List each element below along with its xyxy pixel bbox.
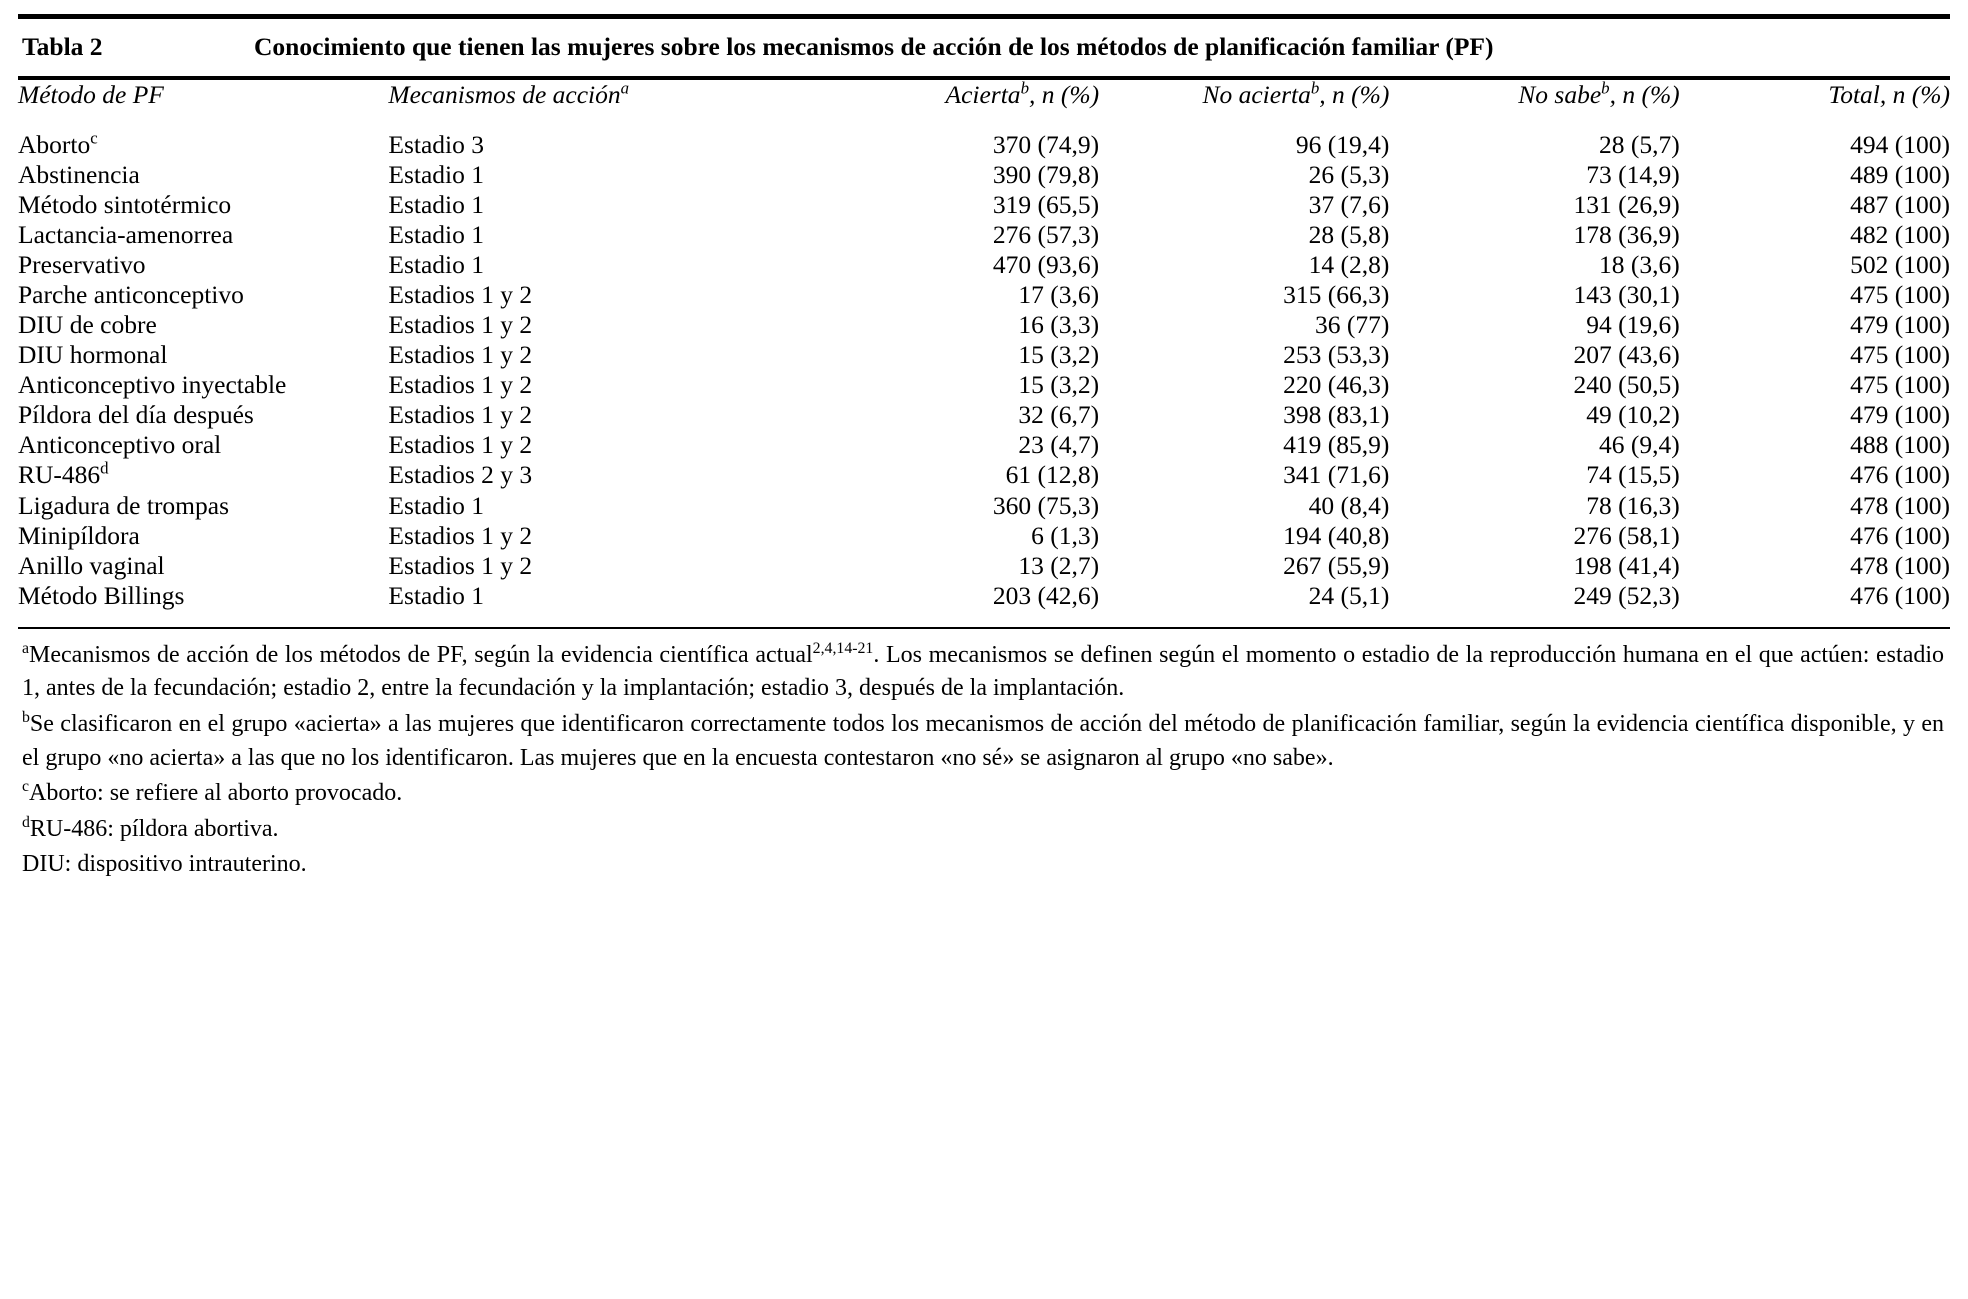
table-row xyxy=(18,430,1950,460)
cell-method-label: Ligadura de trompas xyxy=(18,490,230,520)
cell-incorrect: 419 (85,9) xyxy=(1283,430,1390,460)
cell-mechanism: Estadios 1 y 2 xyxy=(388,280,533,310)
cell-incorrect: 26 (5,3) xyxy=(1308,159,1390,189)
cell-correct: 23 (4,7) xyxy=(1018,430,1100,460)
cell-method xyxy=(18,220,388,250)
cell-method-label: Píldora del día después xyxy=(18,400,254,430)
cell-incorrect: 194 (40,8) xyxy=(1283,520,1390,550)
cell-method-label: Minipíldora xyxy=(18,520,140,550)
cell-method xyxy=(18,400,388,430)
cell-incorrect: 253 (53,3) xyxy=(1283,340,1390,370)
cell-total: 475 (100) xyxy=(1850,340,1950,370)
cell-method xyxy=(18,110,388,160)
cell-dontknow: 207 (43,6) xyxy=(1573,340,1680,370)
cell-incorrect: 24 (5,1) xyxy=(1308,580,1390,610)
cell-correct: 17 (3,6) xyxy=(1018,280,1100,310)
cell-method-label: Lactancia-amenorrea xyxy=(18,219,234,249)
table-row xyxy=(18,110,1950,160)
cell-correct: 32 (6,7) xyxy=(1018,400,1100,430)
cell-method xyxy=(18,581,388,627)
cell-incorrect: 96 (19,4) xyxy=(1295,129,1390,159)
caption-label: Tabla 2 xyxy=(22,32,103,61)
cell-total: 494 (100) xyxy=(1850,129,1950,159)
cell-incorrect: 398 (83,1) xyxy=(1283,400,1390,430)
cell-total: 476 (100) xyxy=(1850,580,1950,610)
cell-correct: 319 (65,5) xyxy=(992,189,1100,219)
cell-mechanism: Estadios 1 y 2 xyxy=(388,340,533,370)
header-row xyxy=(18,80,1950,110)
cell-method-label: Método sintotérmico xyxy=(18,189,232,219)
table-row xyxy=(18,190,1950,220)
cell-method xyxy=(18,430,388,460)
footnote-a-marker: a xyxy=(22,639,30,657)
table-row xyxy=(18,460,1950,490)
cell-method-label: Aborto xyxy=(18,129,91,159)
cell-total: 476 (100) xyxy=(1850,460,1950,490)
cell-method-label: Parche anticonceptivo xyxy=(18,280,244,310)
footnote-diu: DIU: dispositivo intrauterino. xyxy=(22,851,307,878)
cell-correct: 470 (93,6) xyxy=(992,249,1100,279)
cell-method xyxy=(18,160,388,190)
cell-dontknow: 78 (16,3) xyxy=(1586,490,1680,520)
cell-method xyxy=(18,280,388,310)
cell-dontknow: 143 (30,1) xyxy=(1573,280,1680,310)
cell-method xyxy=(18,370,388,400)
header-incorrect-sup: b xyxy=(1310,78,1320,98)
cell-correct: 203 (42,6) xyxy=(992,580,1100,610)
footnote-c-marker: c xyxy=(22,778,30,796)
header-correct-sup: b xyxy=(1020,78,1029,98)
cell-incorrect: 315 (66,3) xyxy=(1283,280,1390,310)
cell-mechanism: Estadio 1 xyxy=(388,219,484,249)
footnote-b-text: Se clasificaron en el grupo «acierta» a las mujeres que identificaron correctamente todos los mecanismos de acción del método de planificación familiar, según la evidencia científica disponible, y en el grupo «no acierta» a las que no los identificaron. Las mujeres que en la encuesta contestaron «no sé» se asignaron al grupo «no sabe». xyxy=(22,711,1944,771)
cell-correct: 16 (3,3) xyxy=(1018,310,1100,340)
header-dontknow-tail: , n (%) xyxy=(1609,79,1680,109)
cell-correct: 13 (2,7) xyxy=(1018,550,1100,580)
cell-correct: 360 (75,3) xyxy=(992,490,1100,520)
caption-text: Conocimiento que tienen las mujeres sobre los mecanismos de acción de los métodos de planificación familiar (PF) xyxy=(254,32,1494,61)
table-row xyxy=(18,400,1950,430)
cell-method xyxy=(18,190,388,220)
cell-incorrect: 220 (46,3) xyxy=(1283,370,1390,400)
cell-total: 479 (100) xyxy=(1850,400,1950,430)
cell-method xyxy=(18,250,388,280)
table-row xyxy=(18,220,1950,250)
cell-total: 489 (100) xyxy=(1850,159,1950,189)
cell-method-label: Anticonceptivo oral xyxy=(18,430,222,460)
header-incorrect xyxy=(1099,80,1389,110)
cell-dontknow: 28 (5,7) xyxy=(1598,129,1680,159)
header-correct xyxy=(819,80,1099,110)
table-row xyxy=(18,581,1950,627)
cell-method xyxy=(18,521,388,551)
cell-dontknow: 94 (19,6) xyxy=(1586,310,1680,340)
footnote-c xyxy=(22,777,1944,811)
cell-mechanism: Estadio 1 xyxy=(388,249,484,279)
cell-correct: 390 (79,8) xyxy=(992,159,1100,189)
cell-mechanism: Estadios 1 y 2 xyxy=(388,430,533,460)
cell-method xyxy=(18,460,388,490)
cell-dontknow: 73 (14,9) xyxy=(1586,159,1680,189)
cell-mechanism: Estadios 1 y 2 xyxy=(388,550,533,580)
cell-total: 488 (100) xyxy=(1850,430,1950,460)
header-mechanism-sup: a xyxy=(620,78,630,98)
table-footnotes xyxy=(18,629,1950,882)
cell-total: 479 (100) xyxy=(1850,310,1950,340)
cell-correct: 15 (3,2) xyxy=(1018,340,1100,370)
cell-incorrect: 40 (8,4) xyxy=(1308,490,1390,520)
footnote-a-part1: Mecanismos de acción de los métodos de PF, según la evidencia científica actual xyxy=(29,641,813,668)
cell-dontknow: 74 (15,5) xyxy=(1586,460,1680,490)
cell-mechanism: Estadios 1 y 2 xyxy=(388,370,533,400)
footnote-a-part2: . Los mecanismos se definen según el momento o estadio de la reproducción humana en el que actúen: estadio 1, antes de la fecundación; estadio 2, entre la fecundación y la implantación; estadio 3, después de la implantación. xyxy=(22,641,1945,702)
cell-correct: 15 (3,2) xyxy=(1018,370,1100,400)
cell-dontknow: 46 (9,4) xyxy=(1598,430,1680,460)
footnote-a-refs: 2,4,14-21 xyxy=(812,639,874,657)
table-row xyxy=(18,551,1950,581)
header-dontknow-label: No sabe xyxy=(1518,79,1602,109)
cell-dontknow: 276 (58,1) xyxy=(1573,520,1680,550)
cell-mechanism: Estadios 2 y 3 xyxy=(388,460,533,490)
cell-mechanism: Estadios 1 y 2 xyxy=(388,520,533,550)
footnote-d-text: RU-486: píldora abortiva. xyxy=(29,815,279,842)
cell-incorrect: 341 (71,6) xyxy=(1283,460,1390,490)
cell-incorrect: 28 (5,8) xyxy=(1308,219,1390,249)
footnote-d xyxy=(22,813,1944,847)
table-caption xyxy=(18,19,1950,76)
header-method: Método de PF xyxy=(18,79,164,109)
cell-method-label: RU-486 xyxy=(18,460,101,490)
cell-method xyxy=(18,340,388,370)
cell-method-label: Abstinencia xyxy=(18,159,140,189)
header-mechanism xyxy=(388,80,818,110)
cell-total: 475 (100) xyxy=(1850,280,1950,310)
cell-dontknow: 249 (52,3) xyxy=(1573,580,1680,610)
header-dontknow-sup: b xyxy=(1601,78,1610,98)
cell-method xyxy=(18,310,388,340)
table-row xyxy=(18,310,1950,340)
cell-incorrect: 267 (55,9) xyxy=(1283,550,1390,580)
cell-total: 475 (100) xyxy=(1850,370,1950,400)
cell-dontknow: 49 (10,2) xyxy=(1586,400,1680,430)
cell-mechanism: Estadio 3 xyxy=(388,129,484,159)
table-row xyxy=(18,370,1950,400)
cell-correct: 61 (12,8) xyxy=(1005,460,1100,490)
table-row xyxy=(18,280,1950,310)
header-total: Total, n (%) xyxy=(1828,79,1950,109)
header-incorrect-tail: , n (%) xyxy=(1319,79,1390,109)
table-row xyxy=(18,160,1950,190)
cell-method-label: Anillo vaginal xyxy=(18,550,165,580)
header-dontknow xyxy=(1389,80,1679,110)
cell-dontknow: 178 (36,9) xyxy=(1573,219,1680,249)
cell-mechanism: Estadio 1 xyxy=(388,490,484,520)
cell-total: 478 (100) xyxy=(1850,550,1950,580)
header-mechanism-label: Mecanismos de acción xyxy=(388,79,621,109)
cell-dontknow: 240 (50,5) xyxy=(1573,370,1680,400)
cell-incorrect: 37 (7,6) xyxy=(1308,189,1390,219)
cell-method-label: Método Billings xyxy=(18,580,185,610)
cell-mechanism: Estadio 1 xyxy=(388,580,484,610)
cell-mechanism: Estadio 1 xyxy=(388,159,484,189)
table-row xyxy=(18,521,1950,551)
cell-method-sup: c xyxy=(90,128,98,148)
header-correct-tail: , n (%) xyxy=(1028,79,1100,109)
footnote-d-marker: d xyxy=(22,813,30,831)
cell-dontknow: 198 (41,4) xyxy=(1573,550,1680,580)
cell-correct: 6 (1,3) xyxy=(1031,520,1100,550)
header-incorrect-label: No acierta xyxy=(1202,79,1311,109)
cell-correct: 276 (57,3) xyxy=(992,219,1100,249)
cell-incorrect: 36 (77) xyxy=(1315,310,1390,340)
table-row xyxy=(18,250,1950,280)
cell-incorrect: 14 (2,8) xyxy=(1308,249,1390,279)
cell-method xyxy=(18,491,388,521)
header-correct-label: Acierta xyxy=(945,79,1021,109)
cell-dontknow: 131 (26,9) xyxy=(1573,189,1680,219)
cell-method xyxy=(18,551,388,581)
footnote-b-marker: b xyxy=(22,709,30,727)
cell-method-label: Preservativo xyxy=(18,249,146,279)
cell-correct: 370 (74,9) xyxy=(992,129,1100,159)
cell-method-sup: d xyxy=(100,458,109,478)
cell-dontknow: 18 (3,6) xyxy=(1598,249,1680,279)
cell-total: 482 (100) xyxy=(1850,219,1950,249)
cell-mechanism: Estadios 1 y 2 xyxy=(388,400,533,430)
table-row xyxy=(18,340,1950,370)
table-body xyxy=(18,110,1950,627)
footnote-a xyxy=(22,639,1944,706)
footnote-b xyxy=(22,708,1944,775)
cell-method-label: DIU de cobre xyxy=(18,310,157,340)
cell-method-label: DIU hormonal xyxy=(18,340,168,370)
table-header xyxy=(18,80,1950,110)
table-row xyxy=(18,491,1950,521)
cell-mechanism: Estadio 1 xyxy=(388,189,484,219)
cell-total: 476 (100) xyxy=(1850,520,1950,550)
cell-method-label: Anticonceptivo inyectable xyxy=(18,370,287,400)
footnote-c-text: Aborto: se refiere al aborto provocado. xyxy=(29,780,403,807)
cell-total: 502 (100) xyxy=(1850,249,1950,279)
cell-total: 478 (100) xyxy=(1850,490,1950,520)
cell-total: 487 (100) xyxy=(1850,189,1950,219)
knowledge-table xyxy=(18,80,1950,627)
cell-mechanism: Estadios 1 y 2 xyxy=(388,310,533,340)
